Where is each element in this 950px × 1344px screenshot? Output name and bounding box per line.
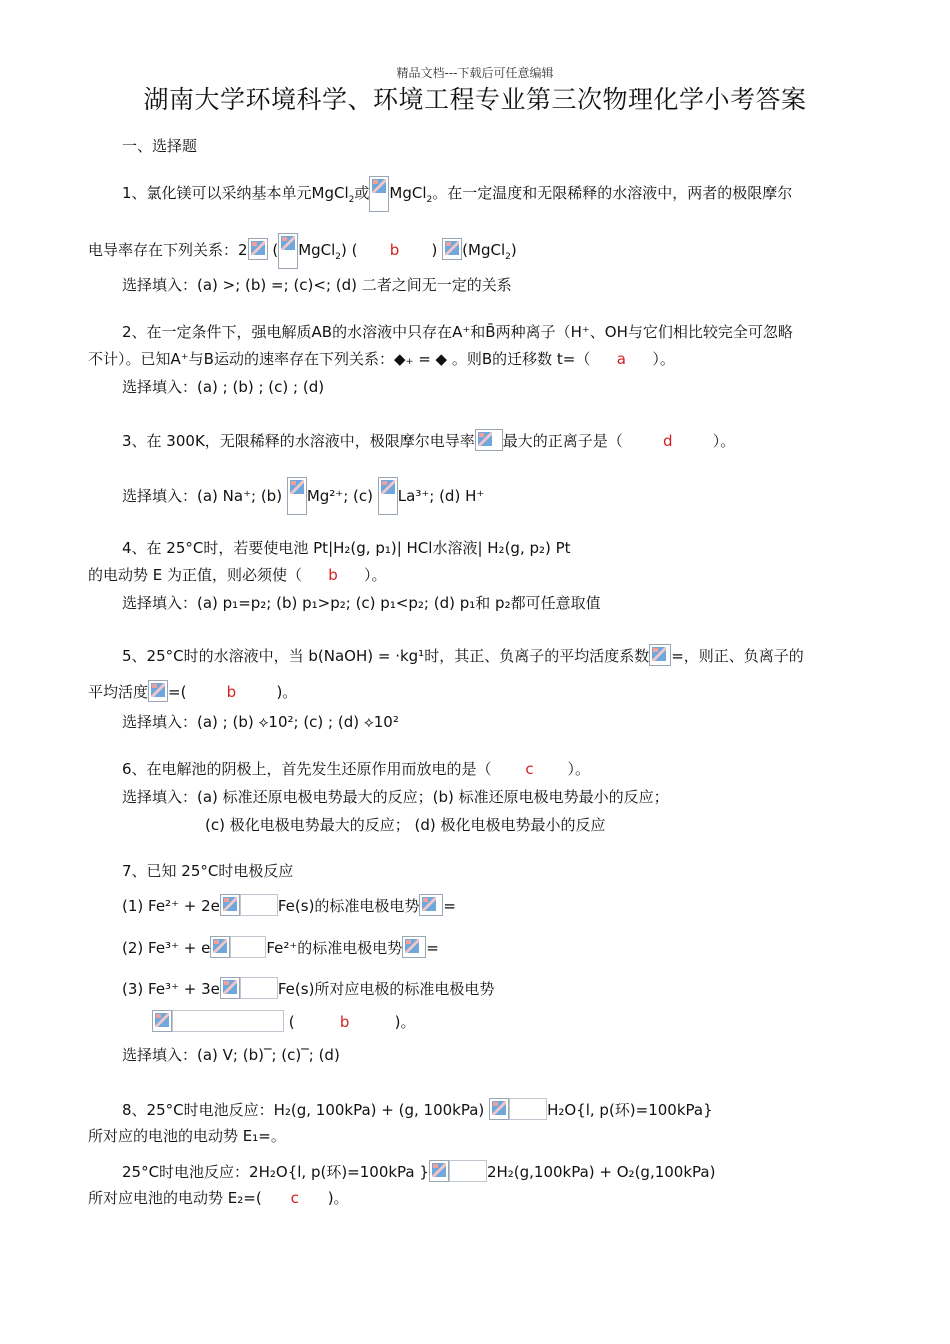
q5-options: 选择填入：(a) ; (b) ⟡10²; (c) ; (d) ⟡10² — [122, 713, 399, 731]
q1-line2: 电导率存在下列关系：2 ( MgCl$_2$) ( b ) (MgCl$_2$) — [88, 233, 517, 269]
q7-answer: b — [339, 1013, 350, 1031]
formula-image-icon — [278, 233, 298, 269]
q1-answer: b — [389, 241, 400, 259]
formula-image-icon — [152, 1010, 172, 1032]
formula-image-icon — [220, 894, 240, 916]
q6-line2: 选择填入：(a) 标准还原电极电势最大的反应；(b) 标准还原电极电势最小的反应； — [122, 788, 669, 806]
formula-image-icon — [419, 894, 443, 916]
q7-options: 选择填入：(a) V; (b)‾; (c)‾; (d) — [122, 1046, 340, 1064]
q6-line3: (c) 极化电极电势最大的反应； (d) 极化电极电势最小的反应 — [205, 816, 606, 834]
q7-answer-line: ( b )。 — [152, 1010, 416, 1032]
q3-answer: d — [663, 432, 673, 450]
formula-placeholder — [172, 1010, 284, 1032]
q1-options: 选择填入：(a) >; (b) =; (c)<; (d) 二者之间无一定的关系 — [122, 276, 512, 294]
q6-answer: c — [525, 760, 534, 778]
q8-line3: 25°C时电池反应：2H₂O{l, p(环)=100kPa } 2H₂(g,100kPa) + O₂(g,100kPa) — [122, 1160, 715, 1182]
formula-image-icon — [475, 429, 503, 451]
formula-placeholder — [240, 977, 278, 999]
q7-line1: 7、已知 25°C时电极反应 — [122, 862, 294, 880]
q7-reaction-3: (3) Fe³⁺ + 3e Fe(s)所对应电极的标准电极电势 — [122, 977, 494, 999]
q3-options: 选择填入：(a) Na⁺; (b) Mg²⁺; (c) La³⁺; (d) H⁺ — [122, 477, 484, 515]
q8-line1: 8、25°C时电池反应：H₂(g, 100kPa) + (g, 100kPa) H₂O{l, p(环)=100kPa} — [122, 1098, 713, 1120]
q3-line1: 3、在 300K，无限稀释的水溶液中，极限摩尔电导率 最大的正离子是（ d ）。 — [122, 429, 735, 451]
q5-line1: 5、25°C时的水溶液中，当 b(NaOH) = ·kg¹时，其正、负离子的平均活度系数 =，则正、负离子的 — [122, 644, 804, 666]
q2-line2: 不计）。已知A⁺与B运动的速率存在下列关系：◆₊ = ◆ 。则B的迁移数 t=（ a ）。 — [88, 350, 675, 368]
formula-placeholder — [240, 894, 278, 916]
q8-line2: 所对应的电池的电动势 E₁=。 — [88, 1127, 286, 1145]
q7-reaction-2: (2) Fe³⁺ + e Fe²⁺的标准电极电势 = — [122, 936, 439, 958]
formula-image-icon — [402, 936, 426, 958]
formula-image-icon — [248, 238, 268, 260]
q4-answer: b — [328, 566, 338, 584]
formula-image-icon — [442, 238, 462, 260]
q2-options: 选择填入：(a) ; (b) ; (c) ; (d) — [122, 378, 325, 396]
q4-line2: 的电动势 E 为正值，则必须使（ b ）。 — [88, 566, 387, 584]
q4-line1: 4、在 25°C时，若要使电池 Pt|H₂(g, p₁)| HCl水溶液| H₂(g, p₂) Pt — [122, 539, 571, 557]
q6-line1: 6、在电解池的阴极上，首先发生还原作用而放电的是（ c ）。 — [122, 760, 591, 778]
formula-image-icon — [429, 1160, 449, 1182]
document-title: 湖南大学环境科学、环境工程专业第三次物理化学小考答案 — [143, 85, 807, 114]
formula-image-icon — [378, 477, 398, 515]
q5-line2: 平均活度 =( b )。 — [88, 680, 297, 702]
page-header: 精品文档---下载后可任意编辑 — [396, 66, 554, 80]
q7-reaction-1: (1) Fe²⁺ + 2e Fe(s)的标准电极电势 = — [122, 894, 456, 916]
formula-placeholder — [509, 1098, 547, 1120]
q1-line1: 1、氯化镁可以采纳基本单元MgCl$_2$或 MgCl$_2$。在一定温度和无限稀释的水溶液中，两者的极限摩尔 — [122, 176, 792, 212]
formula-image-icon — [210, 936, 230, 958]
q8-answer: c — [290, 1189, 299, 1207]
q2-answer: a — [616, 350, 626, 368]
q4-options: 选择填入：(a) p₁=p₂; (b) p₁>p₂; (c) p₁<p₂; (d) p₁和 p₂都可任意取值 — [122, 594, 601, 612]
formula-placeholder — [230, 936, 266, 958]
formula-image-icon — [489, 1098, 509, 1120]
q8-line4: 所对应电池的电动势 E₂=( c )。 — [88, 1189, 349, 1207]
q5-answer: b — [226, 683, 237, 701]
formula-image-icon — [369, 176, 389, 212]
formula-image-icon — [220, 977, 240, 999]
formula-placeholder — [449, 1160, 487, 1182]
section-heading: 一、选择题 — [122, 137, 198, 155]
formula-image-icon — [287, 477, 307, 515]
formula-image-icon — [649, 644, 671, 666]
q2-line1: 2、在一定条件下，强电解质AB的水溶液中只存在A⁺和B̄两种离子（H⁺、OH与它们相比较完全可忽略 — [122, 323, 793, 341]
formula-image-icon — [148, 680, 168, 702]
